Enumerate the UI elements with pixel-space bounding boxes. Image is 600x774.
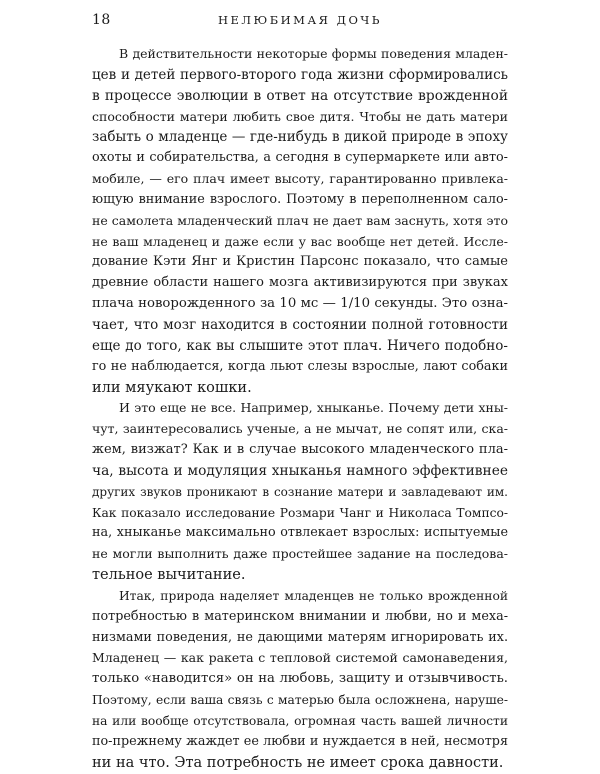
text-line: го не наблюдается, когда льют слезы взрослые, лают собаки bbox=[92, 358, 508, 374]
text-line: охоты и собирательства, а сегодня в супермаркете или авто- bbox=[92, 150, 508, 166]
running-head bbox=[92, 12, 508, 32]
text-line: по-прежнему жаждет ее любви и нуждается в ней, несмотря bbox=[92, 733, 508, 749]
text-line: других звуков проникают в сознание матери и завладевают им. bbox=[92, 484, 508, 499]
text-line: в процессе эволюции в ответ на отсутствие врожденной bbox=[92, 87, 508, 104]
book-title: НЕЛЮБИМАЯ ДОЧЬ bbox=[217, 13, 383, 27]
text-line: Младенец — как ракета с тепловой системой самонаведения, bbox=[92, 650, 508, 666]
text-line: Как показало исследование Розмари Чанг и Николаса Томпсо- bbox=[92, 505, 508, 520]
paragraph-3 bbox=[92, 586, 508, 774]
text-line: тельное вычитание. bbox=[92, 567, 246, 584]
text-line: И это еще не все. Например, хныканье. Почему дети хны- bbox=[119, 400, 508, 416]
text-line: ни на что. Эта потребность не имеет срока давности. bbox=[92, 754, 504, 771]
text-line: способности матери любить свое дитя. Чтобы не дать матери bbox=[92, 108, 508, 124]
text-line: мобиле, — его плач имеет высоту, гарантированно привлека- bbox=[92, 171, 508, 187]
text-line: на, хныканье максимально отвлекает взрослых: испытуемые bbox=[92, 525, 508, 541]
text-line: только «наводится» он на любовь, защиту и отзывчивость. bbox=[92, 671, 508, 687]
body-text bbox=[92, 44, 508, 774]
text-line: ющую внимание взрослого. Поэтому в переполненном сало- bbox=[92, 191, 508, 207]
text-line: цев и детей первого-второго года жизни сформировались bbox=[92, 66, 508, 83]
text-line: ча, высота и модуляция хныканья намного эффективнее bbox=[92, 462, 508, 479]
text-line: не самолета младенческий плач не дает вам заснуть, хотя это bbox=[92, 212, 508, 228]
text-line: дование Кэти Янг и Кристин Парсонс показало, что самые bbox=[92, 254, 508, 270]
text-line: древние области нашего мозга активизируются при звуках bbox=[92, 275, 508, 291]
text-line: потребностью в материнском внимании и любви, но и меха- bbox=[92, 608, 508, 624]
text-line: жем, визжат? Как и в случае высокого младенческого пла- bbox=[92, 442, 508, 458]
page-number: 18 bbox=[92, 12, 111, 28]
text-line: не ваш младенец и даже если у вас вообще нет детей. Иссле- bbox=[92, 233, 508, 249]
text-line: Поэтому, если ваша связь с матерью была осложнена, наруше- bbox=[92, 693, 508, 708]
text-line: на или вообще отсутствовала, огромная часть вашей личности bbox=[92, 714, 508, 728]
text-line: забыть о младенце — где-нибудь в дикой природе в эпоху bbox=[92, 129, 508, 146]
text-line: не могли выполнить даже простейшее задание на последова- bbox=[92, 546, 508, 562]
text-line: низмами поведения, не дающими матерям игнорировать их. bbox=[92, 629, 508, 645]
text-line: чает, что мозг находится в состоянии полной готовности bbox=[92, 316, 508, 333]
text-line: Итак, природа наделяет младенцев не только врожденной bbox=[119, 588, 508, 603]
text-line: плача новорожденного за 10 мс — 1/10 секунды. Это озна- bbox=[92, 296, 508, 312]
paragraph-1 bbox=[92, 44, 508, 398]
text-line: чут, заинтересовались ученые, а не мычат, не сопят или, ска- bbox=[92, 421, 508, 437]
text-line: В действительности некоторые формы поведения младен- bbox=[119, 46, 508, 61]
paragraph-2 bbox=[92, 398, 508, 586]
text-line: или мяукают кошки. bbox=[92, 379, 252, 396]
text-line: еще до того, как вы слышите этот плач. Ничего подобно- bbox=[92, 337, 508, 354]
